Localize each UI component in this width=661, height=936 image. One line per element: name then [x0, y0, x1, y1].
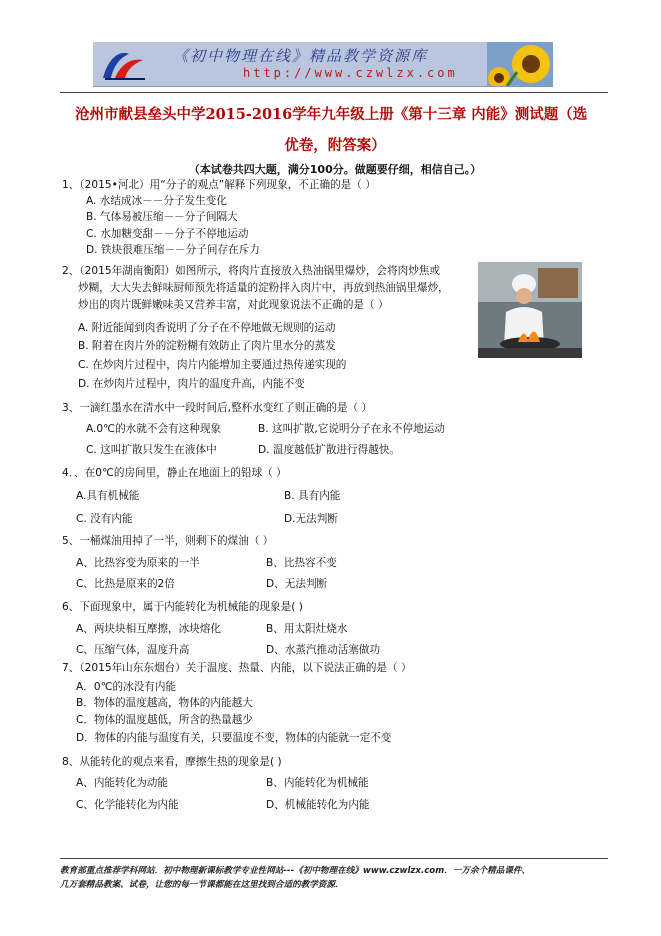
q2-stem-line1: 2、（2015年湖南衡阳）如图所示，将肉片直接放入热油锅里爆炒，会将肉炒焦或: [62, 265, 440, 277]
q2-option-d: D. 在炒肉片过程中，肉片的温度升高，内能不变: [78, 378, 305, 390]
q1-option-b: B. 气体易被压缩－－分子间隔大: [86, 211, 238, 223]
header-banner: [93, 42, 553, 87]
q4-option-a: A.具有机械能: [76, 490, 140, 502]
site-logo-icon: [99, 46, 149, 82]
q8-stem: 8、从能转化的观点来看，摩擦生热的现象是( ): [62, 756, 282, 768]
q3-option-a: A.0℃的水就不会有这种现象: [86, 423, 222, 435]
q4-option-c: C. 没有内能: [76, 513, 133, 525]
q3-option-d: D. 温度越低扩散进行得越快。: [258, 444, 401, 456]
q7-option-d: D．物体的内能与温度有关，只要温度不变，物体的内能就一定不变: [76, 732, 392, 744]
q8-option-c: C、化学能转化为内能: [76, 799, 179, 811]
chef-cooking-photo: [478, 262, 582, 358]
q4-option-b: B. 具有内能: [284, 490, 341, 502]
q5-option-d: D、无法判断: [266, 578, 328, 590]
q4-option-d: D.无法判断: [284, 513, 338, 525]
q6-option-d: D、水蒸汽推动活塞做功: [266, 644, 381, 656]
q2-option-a: A. 附近能闻到肉香说明了分子在不停地做无规则的运动: [78, 322, 336, 334]
q3-stem: 3、一滴红墨水在清水中一段时间后,整杯水变红了则正确的是（ ）: [62, 402, 373, 414]
q2-stem-line3: 炒出的肉片既鲜嫩味美又营养丰富，对此现象说法不正确的是（ ）: [78, 299, 389, 311]
banner-url: http://www.czwlzx.com: [243, 66, 458, 80]
doc-subtitle: （本试卷共四大题，满分100分。做题要仔细，相信自己。）: [188, 163, 482, 176]
q8-option-a: A、内能转化为动能: [76, 777, 168, 789]
q1-option-a: A. 水结成冰－－分子发生变化: [86, 195, 227, 207]
q6-stem: 6、下面现象中，属于内能转化为机械能的现象是( ): [62, 601, 303, 613]
footer-line1: 教育部重点推荐学科网站．初中物理新课标教学专业性网站---《初中物理在线》www.czwlzx.com．一万余个精品课件、: [60, 866, 531, 876]
q2-option-c: C. 在炒肉片过程中，肉片内能增加主要通过热传递实现的: [78, 359, 347, 371]
q5-stem: 5、一桶煤油用掉了一半，则剩下的煤油（ ）: [62, 535, 274, 547]
q1-stem: 1、（2015•河北）用“分子的观点”解释下列现象，不正确的是（ ）: [62, 179, 376, 191]
footer-line2: 几万套精品教案、试卷，让您的每一节课都能在这里找到合适的教学资源．: [60, 880, 344, 890]
q5-option-a: A、比热容变为原来的一半: [76, 557, 200, 569]
q6-option-b: B、用太阳灶烧水: [266, 623, 348, 635]
q8-option-d: D、机械能转化为内能: [266, 799, 370, 811]
q3-option-b: B. 这叫扩散,它说明分子在永不停地运动: [258, 423, 445, 435]
q6-option-a: A、两块块相互摩擦，冰块熔化: [76, 623, 221, 635]
banner-title: 《初中物理在线》精品教学资源库: [173, 47, 429, 65]
header-rule: [60, 92, 608, 93]
q1-option-d: D. 铁块很难压缩－－分子间存在斥力: [86, 244, 260, 256]
footer-rule: [60, 858, 608, 859]
q4-stem: 4．、在0℃的房间里，静止在地面上的铅球（ ）: [62, 467, 287, 479]
q1-option-c: C. 水加糖变甜－－分子不停地运动: [86, 228, 249, 240]
doc-title-line1: 沧州市献县垒头中学2015-2016学年九年级上册《第十三章 内能》测试题（选: [75, 106, 588, 123]
q5-option-c: C、比热是原来的2倍: [76, 578, 175, 590]
q3-option-c: C. 这叫扩散只发生在液体中: [86, 444, 217, 456]
q7-option-c: C．物体的温度越低，所含的热量越少: [76, 714, 253, 726]
q7-stem: 7、（2015年山东东烟台）关于温度、热量、内能，以下说法正确的是（ ）: [62, 662, 412, 674]
q6-option-c: C、压缩气体，温度升高: [76, 644, 190, 656]
doc-title-line2: 优卷，附答案）: [284, 137, 386, 154]
q2-stem-line2: 炒糊，大大失去鲜味厨师预先将适量的淀粉拌入肉片中，再放到热油锅里爆炒，: [78, 282, 449, 294]
sunflower-image: [487, 42, 553, 86]
q8-option-b: B、内能转化为机械能: [266, 777, 369, 789]
q5-option-b: B、比热容不变: [266, 557, 337, 569]
q7-option-b: B．物体的温度越高，物体的内能越大: [76, 697, 253, 709]
q7-option-a: A．0℃的冰没有内能: [76, 681, 177, 693]
q2-option-b: B. 附着在肉片外的淀粉糊有效防止了肉片里水分的蒸发: [78, 340, 336, 352]
